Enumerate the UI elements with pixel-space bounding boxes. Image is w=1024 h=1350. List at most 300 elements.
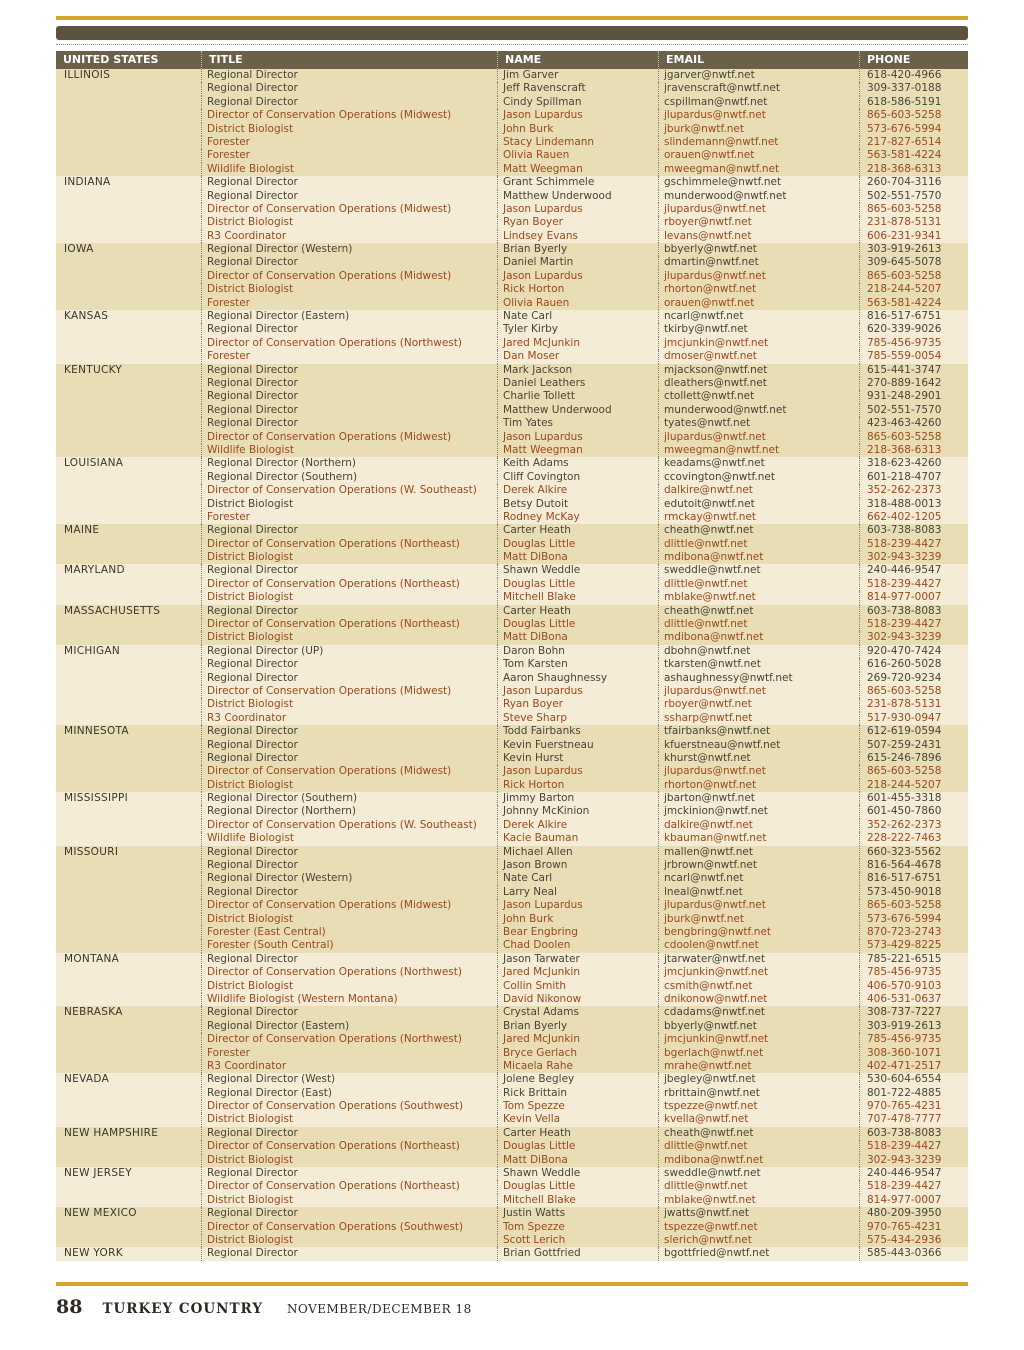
email-cell[interactable]: jwatts@nwtf.net (658, 1207, 859, 1220)
name-cell: Kacie Bauman (497, 832, 658, 845)
state-group (56, 725, 968, 792)
title-cell: Regional Director (UP) (201, 645, 497, 658)
email-cell[interactable]: bbyerly@nwtf.net (658, 243, 859, 256)
email-cell[interactable]: munderwood@nwtf.net (658, 190, 859, 203)
phone-cell: 931-248-2901 (859, 390, 968, 403)
state-label: LOUISIANA (64, 457, 124, 470)
email-cell[interactable]: dmartin@nwtf.net (658, 256, 859, 269)
title-cell: District Biologist (201, 913, 497, 926)
name-cell: Tom Karsten (497, 658, 658, 671)
state-label: IOWA (64, 243, 94, 256)
name-cell: Shawn Weddle (497, 1167, 658, 1180)
phone-cell: 573-429-8225 (859, 939, 968, 952)
email-cell[interactable]: rboyer@nwtf.net (658, 698, 859, 711)
email-cell[interactable]: jmckinion@nwtf.net (658, 805, 859, 818)
name-cell: Shawn Weddle (497, 564, 658, 577)
title-cell: Director of Conservation Operations (Northwest) (201, 337, 497, 350)
title-cell: Director of Conservation Operations (Northeast) (201, 538, 497, 551)
email-cell[interactable]: jlupardus@nwtf.net (658, 109, 859, 122)
table-row (201, 1180, 968, 1193)
title-cell: Regional Director (Eastern) (201, 1020, 497, 1033)
top-accent-rule (56, 16, 968, 20)
table-row (201, 243, 968, 256)
title-cell: Regional Director (Southern) (201, 471, 497, 484)
email-cell[interactable]: keadams@nwtf.net (658, 457, 859, 470)
phone-cell: 785-456-9735 (859, 966, 968, 979)
email-cell[interactable]: dlittle@nwtf.net (658, 538, 859, 551)
email-cell[interactable]: mallen@nwtf.net (658, 846, 859, 859)
phone-cell: 865-603-5258 (859, 685, 968, 698)
table-row (201, 859, 968, 872)
title-cell: Regional Director (201, 846, 497, 859)
name-cell: Mark Jackson (497, 364, 658, 377)
title-cell: Regional Director (201, 524, 497, 537)
phone-cell: 970-765-4231 (859, 1221, 968, 1234)
email-cell[interactable]: mdibona@nwtf.net (658, 1154, 859, 1167)
name-cell: Douglas Little (497, 618, 658, 631)
phone-cell: 218-244-5207 (859, 779, 968, 792)
email-cell[interactable]: jtarwater@nwtf.net (658, 953, 859, 966)
email-cell[interactable]: ncarl@nwtf.net (658, 872, 859, 885)
phone-cell: 785-456-9735 (859, 1033, 968, 1046)
phone-cell: 612-619-0594 (859, 725, 968, 738)
table-row (201, 457, 968, 470)
name-cell: Jolene Begley (497, 1073, 658, 1086)
title-cell: Director of Conservation Operations (Northeast) (201, 1140, 497, 1153)
title-cell: Director of Conservation Operations (W. Southeast) (201, 484, 497, 497)
name-cell: Micaela Rahe (497, 1060, 658, 1073)
email-cell[interactable]: dlittle@nwtf.net (658, 1140, 859, 1153)
name-cell: Collin Smith (497, 980, 658, 993)
state-group (56, 69, 968, 176)
name-cell: Matt DiBona (497, 1154, 658, 1167)
title-cell: Regional Director (East) (201, 1087, 497, 1100)
phone-cell: 615-246-7896 (859, 752, 968, 765)
email-cell[interactable]: jmcjunkin@nwtf.net (658, 966, 859, 979)
name-cell: Jason Lupardus (497, 203, 658, 216)
table-row (201, 1140, 968, 1153)
phone-cell: 865-603-5258 (859, 270, 968, 283)
title-cell: Director of Conservation Operations (W. Southeast) (201, 819, 497, 832)
email-cell[interactable]: slerich@nwtf.net (658, 1234, 859, 1247)
name-cell: Tom Spezze (497, 1100, 658, 1113)
email-cell[interactable]: rhorton@nwtf.net (658, 779, 859, 792)
table-row (201, 631, 968, 644)
table-row (201, 1221, 968, 1234)
phone-cell: 218-368-6313 (859, 444, 968, 457)
email-cell[interactable]: jlupardus@nwtf.net (658, 765, 859, 778)
email-cell[interactable]: mdibona@nwtf.net (658, 631, 859, 644)
email-cell[interactable]: khurst@nwtf.net (658, 752, 859, 765)
dotted-divider (56, 44, 968, 45)
title-cell: District Biologist (201, 779, 497, 792)
name-cell: Jared McJunkin (497, 966, 658, 979)
email-cell[interactable]: sweddle@nwtf.net (658, 1167, 859, 1180)
phone-cell: 518-239-4427 (859, 578, 968, 591)
table-row (201, 524, 968, 537)
table-row (201, 779, 968, 792)
title-cell: Director of Conservation Operations (Midwest) (201, 203, 497, 216)
phone-cell: 231-878-5131 (859, 698, 968, 711)
state-label: MARYLAND (64, 564, 125, 577)
table-row (201, 618, 968, 631)
name-cell: Scott Lerich (497, 1234, 658, 1247)
email-cell[interactable]: mjackson@nwtf.net (658, 364, 859, 377)
email-cell[interactable]: orauen@nwtf.net (658, 149, 859, 162)
phone-cell: 563-581-4224 (859, 297, 968, 310)
email-cell[interactable]: tkirby@nwtf.net (658, 323, 859, 336)
phone-cell: 308-737-7227 (859, 1006, 968, 1019)
phone-cell: 308-360-1071 (859, 1047, 968, 1060)
table-row (201, 886, 968, 899)
email-cell[interactable]: munderwood@nwtf.net (658, 404, 859, 417)
col-header-email: EMAIL (658, 51, 859, 69)
email-cell[interactable]: cspillman@nwtf.net (658, 96, 859, 109)
table-row (201, 739, 968, 752)
email-cell[interactable]: jgarver@nwtf.net (658, 69, 859, 82)
phone-cell: 707-478-7777 (859, 1113, 968, 1126)
state-label: NEW HAMPSHIRE (64, 1126, 159, 1139)
name-cell: Matthew Underwood (497, 190, 658, 203)
phone-cell: 785-221-6515 (859, 953, 968, 966)
table-row (201, 444, 968, 457)
title-cell: Wildlife Biologist (201, 832, 497, 845)
name-cell: Carter Heath (497, 605, 658, 618)
email-cell[interactable]: gschimmele@nwtf.net (658, 176, 859, 189)
title-cell: Regional Director (201, 739, 497, 752)
email-cell[interactable]: mweegman@nwtf.net (658, 163, 859, 176)
phone-cell: 309-645-5078 (859, 256, 968, 269)
name-cell: Rick Brittain (497, 1087, 658, 1100)
email-cell[interactable]: sweddle@nwtf.net (658, 564, 859, 577)
title-cell: District Biologist (201, 1234, 497, 1247)
name-cell: Kevin Hurst (497, 752, 658, 765)
phone-cell: 603-738-8083 (859, 605, 968, 618)
table-row (201, 926, 968, 939)
table-row (201, 712, 968, 725)
table-row (201, 672, 968, 685)
table-row (201, 1234, 968, 1247)
email-cell[interactable]: tyates@nwtf.net (658, 417, 859, 430)
name-cell: Daniel Martin (497, 256, 658, 269)
table-row (201, 256, 968, 269)
title-cell: Regional Director (201, 323, 497, 336)
table-row (201, 96, 968, 109)
phone-cell: 785-559-0054 (859, 350, 968, 363)
phone-cell: 920-470-7424 (859, 645, 968, 658)
email-cell[interactable]: kbauman@nwtf.net (658, 832, 859, 845)
table-row (201, 149, 968, 162)
name-cell: Jim Garver (497, 69, 658, 82)
email-cell[interactable]: kfuerstneau@nwtf.net (658, 739, 859, 752)
email-cell[interactable]: ncarl@nwtf.net (658, 310, 859, 323)
email-cell[interactable]: slindemann@nwtf.net (658, 136, 859, 149)
email-cell[interactable]: mrahe@nwtf.net (658, 1060, 859, 1073)
name-cell: Johnny McKinion (497, 805, 658, 818)
title-cell: Forester (201, 511, 497, 524)
phone-cell: 518-239-4427 (859, 1140, 968, 1153)
phone-cell: 260-704-3116 (859, 176, 968, 189)
title-cell: Forester (South Central) (201, 939, 497, 952)
title-cell: District Biologist (201, 980, 497, 993)
name-cell: Keith Adams (497, 457, 658, 470)
email-cell[interactable]: tspezze@nwtf.net (658, 1221, 859, 1234)
phone-cell: 601-218-4707 (859, 471, 968, 484)
email-cell[interactable]: ashaughnessy@nwtf.net (658, 672, 859, 685)
email-cell[interactable]: jlupardus@nwtf.net (658, 270, 859, 283)
phone-cell: 585-443-0366 (859, 1247, 968, 1260)
title-cell: Regional Director (201, 605, 497, 618)
email-cell[interactable]: cheath@nwtf.net (658, 605, 859, 618)
name-cell: Larry Neal (497, 886, 658, 899)
table-row (201, 297, 968, 310)
title-cell: Forester (201, 1047, 497, 1060)
email-cell[interactable]: mblake@nwtf.net (658, 591, 859, 604)
state-label: KANSAS (64, 310, 109, 323)
name-cell: Douglas Little (497, 1180, 658, 1193)
contact-table (56, 51, 968, 1261)
email-cell[interactable]: dleathers@nwtf.net (658, 377, 859, 390)
phone-cell: 402-471-2517 (859, 1060, 968, 1073)
title-cell: Wildlife Biologist (Western Montana) (201, 993, 497, 1006)
phone-cell: 603-738-8083 (859, 1127, 968, 1140)
table-row (201, 1247, 968, 1260)
page-footer (56, 1296, 472, 1320)
email-cell[interactable]: rbrittain@nwtf.net (658, 1087, 859, 1100)
title-cell: Regional Director (Northern) (201, 457, 497, 470)
email-cell[interactable]: levans@nwtf.net (658, 230, 859, 243)
table-row (201, 1194, 968, 1207)
table-row (201, 578, 968, 591)
table-row (201, 1154, 968, 1167)
email-cell[interactable]: tspezze@nwtf.net (658, 1100, 859, 1113)
title-cell: Regional Director (201, 364, 497, 377)
phone-cell: 507-259-2431 (859, 739, 968, 752)
email-cell[interactable]: jburk@nwtf.net (658, 123, 859, 136)
email-cell[interactable]: dbohn@nwtf.net (658, 645, 859, 658)
name-cell: Brian Byerly (497, 1020, 658, 1033)
email-cell[interactable]: jmcjunkin@nwtf.net (658, 1033, 859, 1046)
table-row (201, 377, 968, 390)
title-cell: Director of Conservation Operations (Northwest) (201, 966, 497, 979)
email-cell[interactable]: jlupardus@nwtf.net (658, 431, 859, 444)
table-row (201, 1100, 968, 1113)
email-cell[interactable]: jbegley@nwtf.net (658, 1073, 859, 1086)
email-cell[interactable]: jbarton@nwtf.net (658, 792, 859, 805)
phone-cell: 660-323-5562 (859, 846, 968, 859)
phone-cell: 606-231-9341 (859, 230, 968, 243)
phone-cell: 217-827-6514 (859, 136, 968, 149)
title-cell: Regional Director (201, 886, 497, 899)
email-cell[interactable]: dlittle@nwtf.net (658, 578, 859, 591)
title-cell: Director of Conservation Operations (Midwest) (201, 685, 497, 698)
table-row (201, 953, 968, 966)
state-label: KENTUCKY (64, 363, 123, 376)
name-cell: Rodney McKay (497, 511, 658, 524)
phone-cell: 816-564-4678 (859, 859, 968, 872)
title-cell: Regional Director (201, 658, 497, 671)
email-cell[interactable]: cheath@nwtf.net (658, 524, 859, 537)
phone-cell: 601-450-7860 (859, 805, 968, 818)
email-cell[interactable]: csmith@nwtf.net (658, 980, 859, 993)
email-cell[interactable]: rmckay@nwtf.net (658, 511, 859, 524)
phone-cell: 518-239-4427 (859, 538, 968, 551)
email-cell[interactable]: tfairbanks@nwtf.net (658, 725, 859, 738)
table-row (201, 163, 968, 176)
name-cell: Olivia Rauen (497, 149, 658, 162)
phone-cell: 302-943-3239 (859, 551, 968, 564)
email-cell[interactable]: mdibona@nwtf.net (658, 551, 859, 564)
phone-cell: 231-878-5131 (859, 216, 968, 229)
state-group (56, 243, 968, 310)
state-label: MINNESOTA (64, 725, 129, 738)
email-cell[interactable]: dalkire@nwtf.net (658, 819, 859, 832)
email-cell[interactable]: bgerlach@nwtf.net (658, 1047, 859, 1060)
table-row (201, 913, 968, 926)
name-cell: John Burk (497, 123, 658, 136)
table-row (201, 511, 968, 524)
name-cell: David Nikonow (497, 993, 658, 1006)
name-cell: Jason Lupardus (497, 270, 658, 283)
table-row (201, 203, 968, 216)
phone-cell: 423-463-4260 (859, 417, 968, 430)
name-cell: Cliff Covington (497, 471, 658, 484)
name-cell: Mitchell Blake (497, 591, 658, 604)
email-cell[interactable]: bgottfried@nwtf.net (658, 1247, 859, 1260)
table-row (201, 1073, 968, 1086)
email-cell[interactable]: dmoser@nwtf.net (658, 350, 859, 363)
name-cell: Matt Weegman (497, 444, 658, 457)
phone-cell: 573-676-5994 (859, 123, 968, 136)
title-cell: District Biologist (201, 498, 497, 511)
email-cell[interactable]: ctollett@nwtf.net (658, 390, 859, 403)
table-row (201, 230, 968, 243)
phone-cell: 618-586-5191 (859, 96, 968, 109)
phone-cell: 870-723-2743 (859, 926, 968, 939)
phone-cell: 406-570-9103 (859, 980, 968, 993)
table-row (201, 591, 968, 604)
title-cell: Regional Director (201, 377, 497, 390)
state-group (56, 645, 968, 725)
email-cell[interactable]: jrbrown@nwtf.net (658, 859, 859, 872)
name-cell: Derek Alkire (497, 819, 658, 832)
email-cell[interactable]: tkarsten@nwtf.net (658, 658, 859, 671)
title-cell: District Biologist (201, 283, 497, 296)
email-cell[interactable]: jlupardus@nwtf.net (658, 203, 859, 216)
title-cell: Regional Director (201, 752, 497, 765)
phone-cell: 603-738-8083 (859, 524, 968, 537)
state-label: NEW YORK (64, 1247, 123, 1260)
name-cell: Jason Brown (497, 859, 658, 872)
email-cell[interactable]: orauen@nwtf.net (658, 297, 859, 310)
name-cell: Jason Lupardus (497, 431, 658, 444)
phone-cell: 517-930-0947 (859, 712, 968, 725)
email-cell[interactable]: ssharp@nwtf.net (658, 712, 859, 725)
title-cell: Regional Director (201, 96, 497, 109)
page-number: 88 (56, 1296, 83, 1318)
title-cell: Forester (201, 136, 497, 149)
title-cell: Regional Director (201, 82, 497, 95)
title-cell: Regional Director (Western) (201, 243, 497, 256)
title-cell: Regional Director (Northern) (201, 805, 497, 818)
email-cell[interactable]: bbyerly@nwtf.net (658, 1020, 859, 1033)
email-cell[interactable]: dalkire@nwtf.net (658, 484, 859, 497)
title-cell: Director of Conservation Operations (Midwest) (201, 899, 497, 912)
phone-cell: 302-943-3239 (859, 631, 968, 644)
email-cell[interactable]: rhorton@nwtf.net (658, 283, 859, 296)
email-cell[interactable]: cdoolen@nwtf.net (658, 939, 859, 952)
email-cell[interactable]: mweegman@nwtf.net (658, 444, 859, 457)
email-cell[interactable]: lneal@nwtf.net (658, 886, 859, 899)
table-row (201, 605, 968, 618)
email-cell[interactable]: ccovington@nwtf.net (658, 471, 859, 484)
email-cell[interactable]: cheath@nwtf.net (658, 1127, 859, 1140)
email-cell[interactable]: jravenscraft@nwtf.net (658, 82, 859, 95)
title-cell: R3 Coordinator (201, 712, 497, 725)
name-cell: Chad Doolen (497, 939, 658, 952)
phone-cell: 865-603-5258 (859, 203, 968, 216)
phone-cell: 615-441-3747 (859, 364, 968, 377)
state-group (56, 846, 968, 953)
email-cell[interactable]: jlupardus@nwtf.net (658, 685, 859, 698)
phone-cell: 303-919-2613 (859, 243, 968, 256)
name-cell: Jeff Ravenscraft (497, 82, 658, 95)
state-label: MONTANA (64, 952, 120, 965)
name-cell: Matthew Underwood (497, 404, 658, 417)
name-cell: Bear Engbring (497, 926, 658, 939)
state-group (56, 1006, 968, 1073)
phone-cell: 270-889-1642 (859, 377, 968, 390)
phone-cell: 865-603-5258 (859, 765, 968, 778)
title-cell: District Biologist (201, 1113, 497, 1126)
email-cell[interactable]: rboyer@nwtf.net (658, 216, 859, 229)
name-cell: Lindsey Evans (497, 230, 658, 243)
table-row (201, 431, 968, 444)
phone-cell: 318-623-4260 (859, 457, 968, 470)
email-cell[interactable]: cdadams@nwtf.net (658, 1006, 859, 1019)
email-cell[interactable]: dnikonow@nwtf.net (658, 993, 859, 1006)
email-cell[interactable]: jburk@nwtf.net (658, 913, 859, 926)
email-cell[interactable]: dlittle@nwtf.net (658, 1180, 859, 1193)
table-row (201, 310, 968, 323)
email-cell[interactable]: jmcjunkin@nwtf.net (658, 337, 859, 350)
phone-cell: 303-919-2613 (859, 1020, 968, 1033)
phone-cell: 573-450-9018 (859, 886, 968, 899)
title-cell: Regional Director (West) (201, 1073, 497, 1086)
phone-cell: 530-604-6554 (859, 1073, 968, 1086)
email-cell[interactable]: bengbring@nwtf.net (658, 926, 859, 939)
phone-cell: 269-720-9234 (859, 672, 968, 685)
table-body (56, 69, 968, 1261)
table-row (201, 471, 968, 484)
title-cell: Regional Director (201, 1207, 497, 1220)
table-row (201, 846, 968, 859)
email-cell[interactable]: edutoit@nwtf.net (658, 498, 859, 511)
name-cell: Dan Moser (497, 350, 658, 363)
title-cell: Wildlife Biologist (201, 444, 497, 457)
email-cell[interactable]: mblake@nwtf.net (658, 1194, 859, 1207)
name-cell: Rick Horton (497, 779, 658, 792)
name-cell: Nate Carl (497, 872, 658, 885)
title-cell: District Biologist (201, 631, 497, 644)
table-header (56, 51, 968, 69)
email-cell[interactable]: kvella@nwtf.net (658, 1113, 859, 1126)
title-cell: Wildlife Biologist (201, 163, 497, 176)
table-row (201, 698, 968, 711)
email-cell[interactable]: jlupardus@nwtf.net (658, 899, 859, 912)
email-cell[interactable]: dlittle@nwtf.net (658, 618, 859, 631)
phone-cell: 240-446-9547 (859, 1167, 968, 1180)
